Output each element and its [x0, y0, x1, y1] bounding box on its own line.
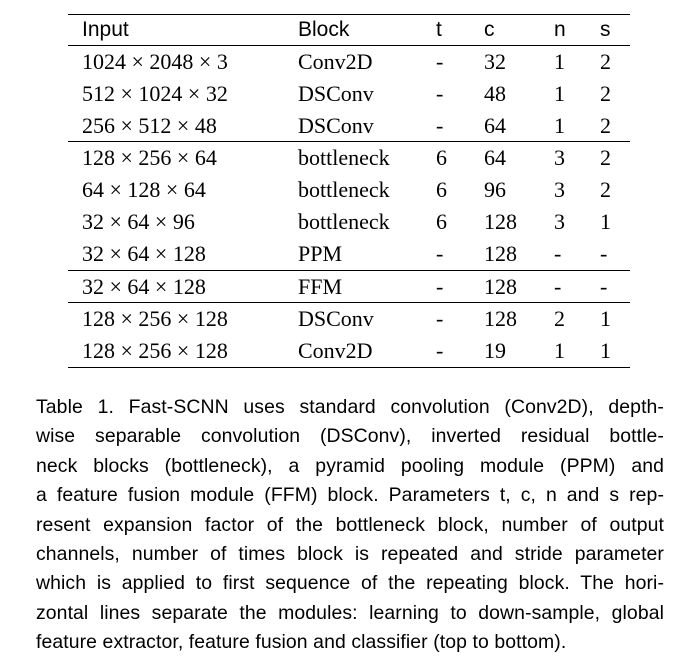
header-c: c — [484, 18, 495, 41]
caption-line: a feature fusion module (FFM) block. Parameters t, c, n and s rep- — [36, 484, 664, 507]
cell-c: 19 — [484, 338, 506, 364]
table-row — [68, 110, 630, 142]
cell-input: 128 × 256 × 64 — [82, 145, 217, 171]
cell-block: PPM — [298, 240, 343, 266]
table-row — [68, 78, 630, 110]
cell-t: 6 — [436, 145, 447, 171]
caption-line: Table 1. Fast-SCNN uses standard convolution (Conv2D), depth- — [36, 396, 664, 418]
cell-n: 3 — [554, 145, 565, 171]
cell-block: bottleneck — [298, 145, 390, 171]
cell-input: 32 × 64 × 96 — [82, 208, 195, 234]
table-row — [68, 335, 630, 367]
cell-block: DSConv — [298, 80, 374, 106]
cell-n: 1 — [554, 49, 565, 74]
cell-n: - — [554, 240, 562, 266]
table-row — [68, 46, 630, 78]
cell-s: 1 — [600, 338, 611, 364]
caption-line: which is applied to first sequence of the repeating block. The hori- — [36, 572, 664, 595]
cell-s: 2 — [600, 49, 611, 74]
header-t: t — [436, 18, 442, 41]
table-row — [68, 303, 630, 335]
cell-t: - — [436, 338, 444, 364]
cell-input: 1024 × 2048 × 3 — [82, 49, 228, 74]
cell-t: - — [436, 240, 444, 266]
cell-n: 1 — [554, 338, 565, 364]
table-caption — [36, 393, 664, 658]
cell-block: DSConv — [298, 306, 374, 332]
cell-t: - — [436, 112, 444, 138]
header-row — [68, 15, 630, 46]
cell-c: 128 — [484, 306, 517, 332]
parameter-table — [68, 14, 630, 368]
table-header — [68, 15, 630, 46]
cell-t: - — [436, 306, 444, 332]
cell-block: bottleneck — [298, 208, 390, 234]
cell-input: 64 × 128 × 64 — [82, 177, 206, 203]
cell-s: 2 — [600, 177, 611, 203]
caption-line: wise separable convolution (DSConv), inverted residual bottle- — [36, 425, 664, 448]
cell-n: 2 — [554, 306, 565, 332]
cell-input: 32 × 64 × 128 — [82, 273, 206, 299]
cell-t: 6 — [436, 177, 447, 203]
table-row — [68, 174, 630, 206]
cell-block: bottleneck — [298, 177, 390, 203]
header-n: n — [554, 18, 566, 41]
cell-t: - — [436, 49, 444, 74]
header-s: s — [600, 18, 611, 41]
cell-s: - — [600, 240, 608, 266]
cell-c: 128 — [484, 273, 517, 299]
caption-line: neck blocks (bottleneck), a pyramid pooling module (PPM) and — [36, 454, 664, 477]
cell-s: 2 — [600, 80, 611, 106]
cell-n: 3 — [554, 177, 565, 203]
cell-s: 1 — [600, 208, 611, 234]
cell-c: 64 — [484, 145, 506, 171]
cell-n: 1 — [554, 80, 565, 106]
cell-c: 96 — [484, 177, 506, 203]
parameter-table-container — [68, 14, 630, 368]
cell-t: - — [436, 80, 444, 106]
table-body — [68, 46, 630, 368]
cell-s: 2 — [600, 112, 611, 138]
table-row — [68, 142, 630, 174]
header-block: Block — [298, 18, 350, 41]
cell-t: - — [436, 273, 444, 299]
cell-block: Conv2D — [298, 338, 373, 364]
header-input: Input — [82, 18, 129, 41]
cell-n: 3 — [554, 208, 565, 234]
table-row — [68, 238, 630, 270]
cell-block: FFM — [298, 273, 343, 299]
cell-input: 128 × 256 × 128 — [82, 338, 228, 364]
cell-c: 128 — [484, 240, 517, 266]
cell-s: 2 — [600, 145, 611, 171]
cell-c: 48 — [484, 80, 506, 106]
cell-block: Conv2D — [298, 49, 373, 74]
cell-n: - — [554, 273, 562, 299]
caption-line: channels, number of times block is repeated and stride parameter — [36, 543, 664, 566]
cell-n: 1 — [554, 112, 565, 138]
cell-c: 128 — [484, 208, 517, 234]
cell-input: 32 × 64 × 128 — [82, 240, 206, 266]
cell-s: - — [600, 273, 608, 299]
caption-line: resent expansion factor of the bottleneck block, number of output — [36, 513, 664, 536]
cell-t: 6 — [436, 208, 447, 234]
cell-c: 32 — [484, 49, 506, 74]
cell-c: 64 — [484, 112, 506, 138]
cell-s: 1 — [600, 306, 611, 332]
cell-input: 128 × 256 × 128 — [82, 306, 228, 332]
table-row — [68, 270, 630, 303]
table-row — [68, 206, 630, 238]
caption-line: feature extractor, feature fusion and classifier (top to bottom). — [36, 631, 567, 654]
cell-block: DSConv — [298, 112, 374, 138]
cell-input: 256 × 512 × 48 — [82, 112, 217, 138]
cell-input: 512 × 1024 × 32 — [82, 80, 228, 106]
caption-line: zontal lines separate the modules: learning to down-sample, global — [36, 601, 664, 624]
